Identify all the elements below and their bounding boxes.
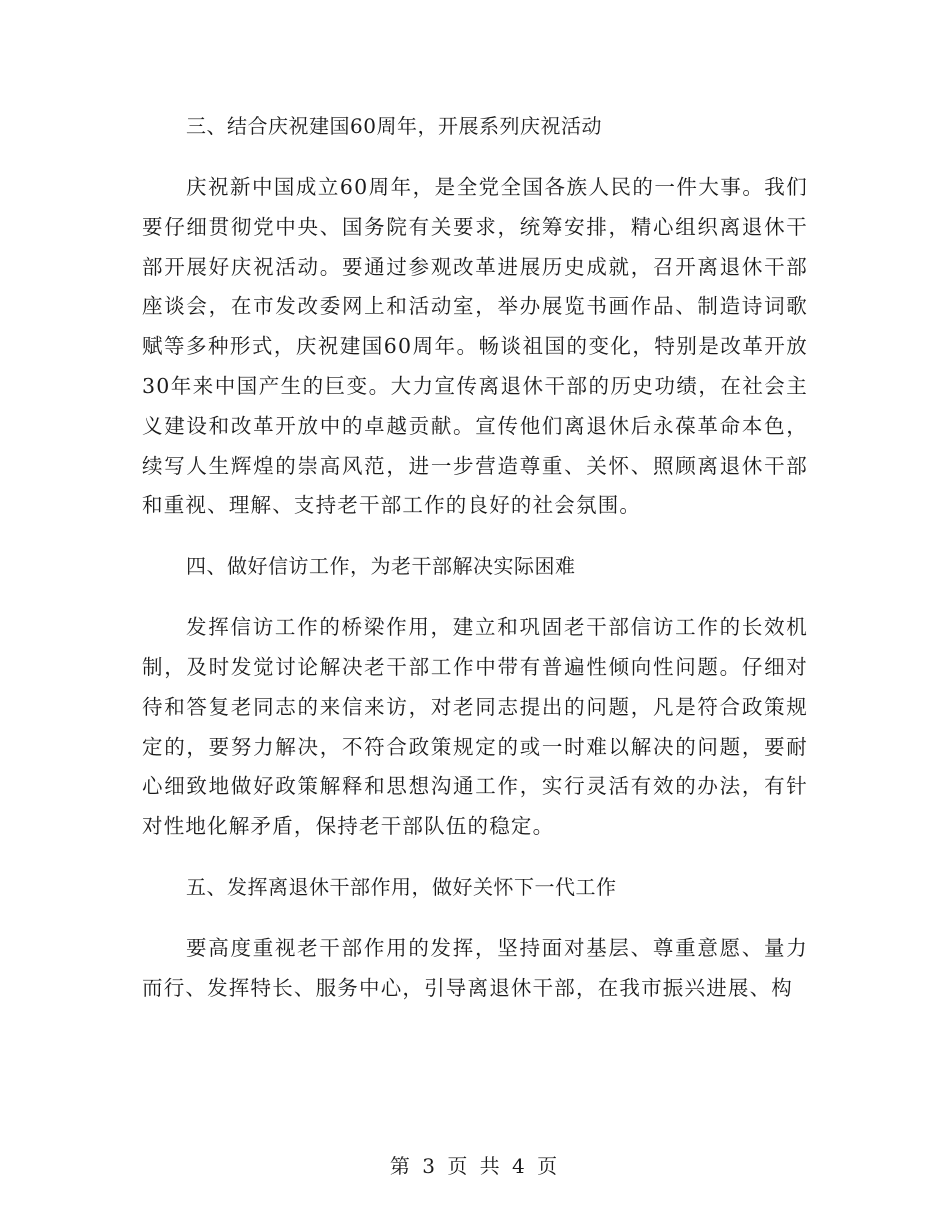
section-paragraph-4: 发挥信访工作的桥梁作用，建立和巩固老干部信访工作的长效机制，及时发觉讨论解决老干部工作中带有普遍性倾向性问题。仔细对待和答复老同志的来信来访，对老同志提出的问题，凡是符合政策规定的，要努力解决，不符合政策规定的或一时难以解决的问题，要耐心细致地做好政策解释和思想沟通工作，实行灵活有效的办法，有针对性地化解矛盾，保持老干部队伍的稳定。 bbox=[142, 615, 808, 839]
page-number-footer: 第 3 页 共 4 页 bbox=[389, 1154, 561, 1178]
section-heading-3: 三、结合庆祝建国60周年，开展系列庆祝活动 bbox=[186, 114, 602, 138]
section-heading-5: 五、发挥离退休干部作用，做好关怀下一代工作 bbox=[186, 874, 617, 899]
section-paragraph-5: 要高度重视老干部作用的发挥，坚持面对基层、尊重意愿、量力而行、发挥特长、服务中心，引导离退休干部，在我市振兴进展、构 bbox=[142, 935, 808, 1000]
section-heading-4: 四、做好信访工作，为老干部解决实际困难 bbox=[186, 554, 576, 579]
section-paragraph-3: 庆祝新中国成立60周年，是全党全国各族人民的一件大事。我们要仔细贯彻党中央、国务院有关要求，统筹安排，精心组织离退休干部开展好庆祝活动。要通过参观改革进展历史成就，召开离退休干部座谈会，在市发改委网上和活动室，举办展览书画作品、制造诗词歌赋等多种形式，庆祝建国60周年。畅谈祖国的变化，特别是改革开放30年来中国产生的巨变。大力宣传离退休干部的历史功绩，在社会主义建设和改革开放中的卓越贡献。宣传他们离退休后永葆革命本色，续写人生辉煌的崇高风范，进一步营造尊重、关怀、照顾离退休干部和重视、理解、支持老干部工作的良好的社会氛围。 bbox=[142, 175, 808, 518]
document-body bbox=[142, 108, 808, 1009]
